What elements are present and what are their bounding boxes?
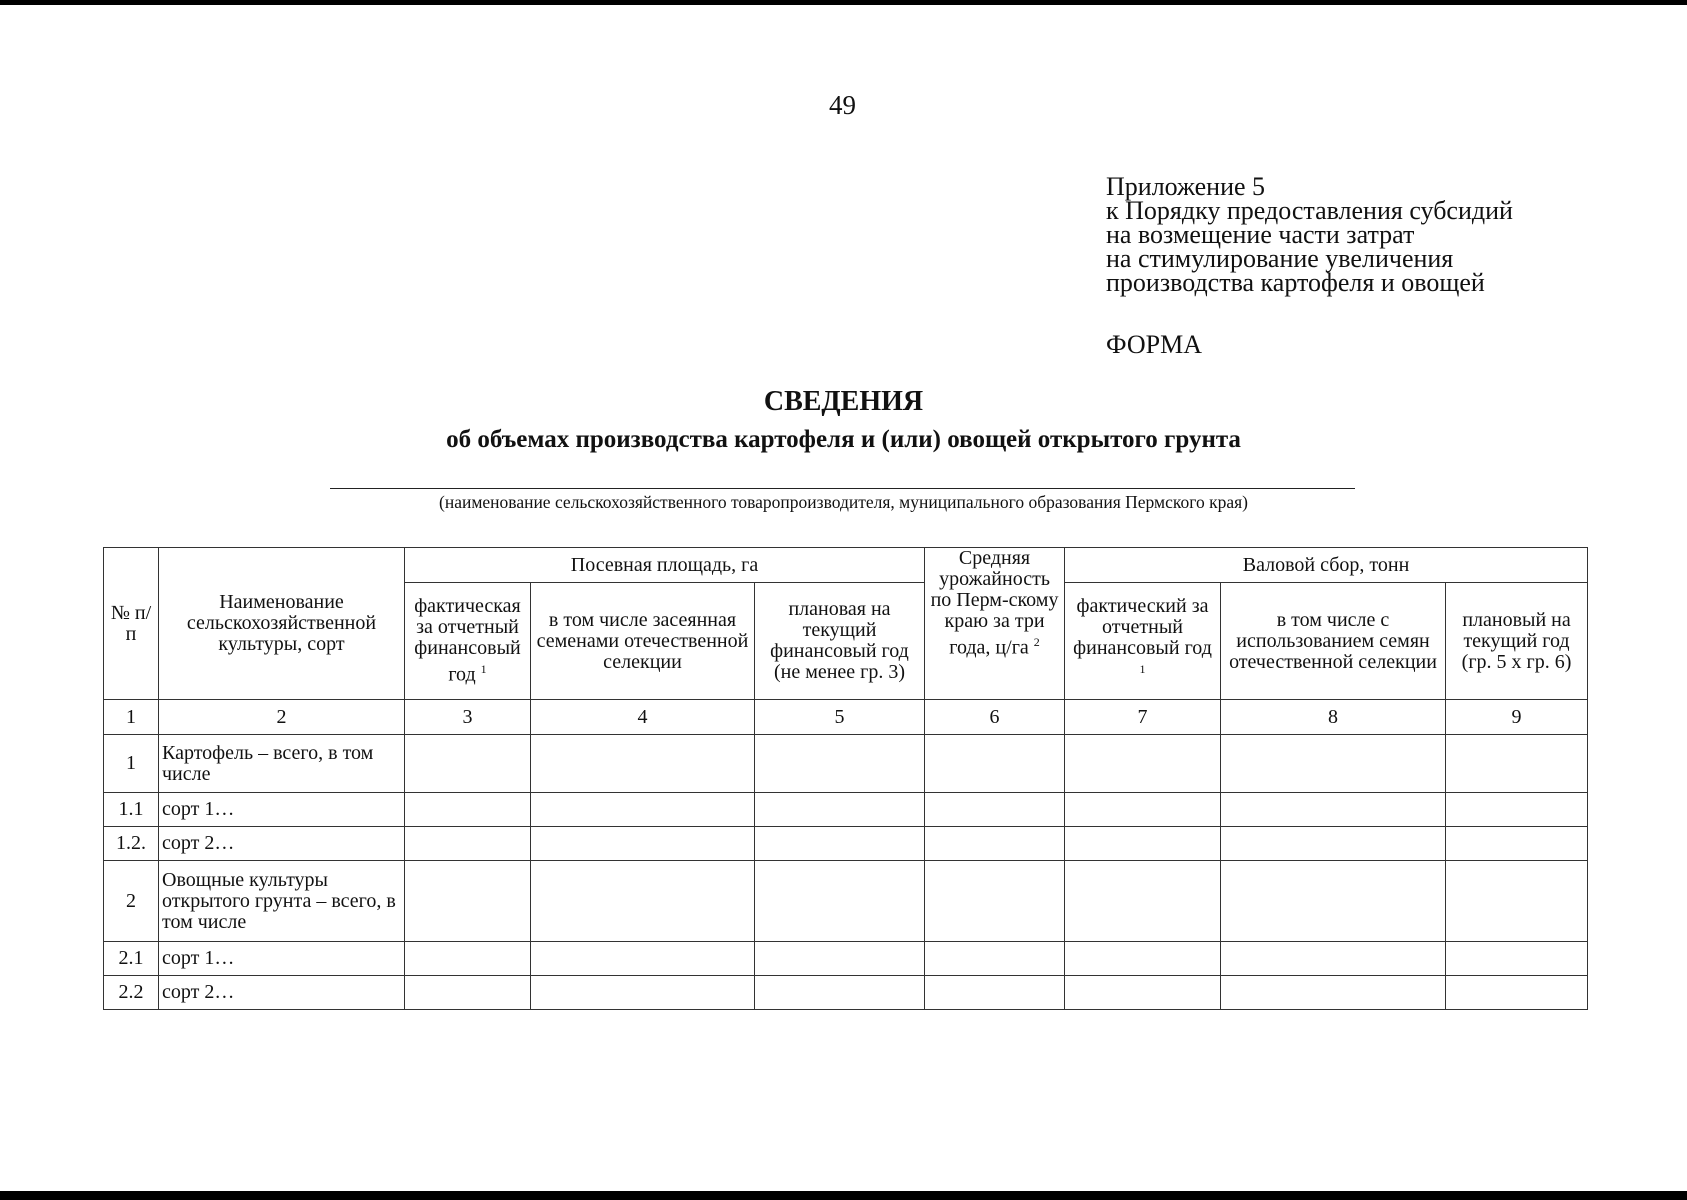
producer-name-caption: (наименование сельскохозяйственного товаропроизводителя, муниципального образования Пермского края) [439, 492, 1248, 512]
header-harvest-planned: плановый на текущий год (гр. 5 х гр. 6) [1446, 583, 1588, 700]
row-crop-name: сорт 2… [159, 827, 405, 861]
column-number: 4 [531, 700, 755, 735]
empty-cell [405, 942, 531, 976]
header-avg-yield-text: Средняя урожайность по Перм-скому краю за три года, ц/га [930, 547, 1059, 659]
row-number: 2.2 [104, 976, 159, 1010]
empty-cell [1446, 827, 1588, 861]
row-number: 1.2. [104, 827, 159, 861]
empty-cell [1221, 827, 1446, 861]
column-number-row [104, 700, 1588, 735]
footnote-mark: 2 [1033, 635, 1040, 649]
appendix-line: на возмещение части затрат [1106, 220, 1415, 249]
row-number: 2 [104, 861, 159, 942]
empty-cell [531, 827, 755, 861]
empty-cell [531, 861, 755, 942]
header-num: № п/п [104, 548, 159, 700]
empty-cell [925, 735, 1065, 793]
header-sown-actual [405, 583, 531, 700]
column-number: 6 [925, 700, 1065, 735]
empty-cell [925, 793, 1065, 827]
empty-cell [755, 793, 925, 827]
header-gross-harvest: Валовой сбор, тонн [1065, 548, 1588, 583]
header-row-groups [104, 548, 1588, 583]
empty-cell [1221, 976, 1446, 1010]
appendix-reference [1106, 172, 1513, 297]
header-harvest-actual [1065, 583, 1221, 700]
empty-cell [1065, 827, 1221, 861]
row-number: 1 [104, 735, 159, 793]
appendix-line: к Порядку предоставления субсидий [1106, 196, 1513, 225]
empty-cell [405, 793, 531, 827]
table-row [104, 735, 1588, 793]
empty-cell [755, 827, 925, 861]
production-volume-table [103, 547, 1588, 1010]
page-bottom-border [0, 1191, 1687, 1200]
empty-cell [405, 861, 531, 942]
column-number: 2 [159, 700, 405, 735]
empty-cell [1221, 793, 1446, 827]
header-sown-planned: плановая на текущий финансовый год (не менее гр. 3) [755, 583, 925, 700]
empty-cell [1221, 861, 1446, 942]
empty-cell [925, 861, 1065, 942]
row-crop-name: Картофель – всего, в том числе [159, 735, 405, 793]
column-number: 9 [1446, 700, 1588, 735]
empty-cell [755, 861, 925, 942]
page-number: 49 [829, 90, 856, 120]
column-number: 7 [1065, 700, 1221, 735]
empty-cell [1446, 793, 1588, 827]
row-crop-name: сорт 1… [159, 793, 405, 827]
empty-cell [755, 976, 925, 1010]
row-number: 1.1 [104, 793, 159, 827]
empty-cell [405, 827, 531, 861]
appendix-line: на стимулирование увеличения [1106, 244, 1454, 273]
empty-cell [1065, 976, 1221, 1010]
row-crop-name: сорт 1… [159, 942, 405, 976]
table-row [104, 827, 1588, 861]
column-number: 3 [405, 700, 531, 735]
empty-cell [405, 735, 531, 793]
column-number: 1 [104, 700, 159, 735]
empty-cell [1446, 735, 1588, 793]
header-sown-actual-text: фактическая за отчетный финансовый год [414, 595, 521, 686]
table-row [104, 976, 1588, 1010]
row-crop-name: Овощные культуры открытого грунта – всего, в том числе [159, 861, 405, 942]
table-row [104, 942, 1588, 976]
footnote-mark: 1 [1139, 662, 1146, 677]
empty-cell [925, 976, 1065, 1010]
empty-cell [1221, 735, 1446, 793]
header-harvest-actual-text: фактический за отчетный финансовый год [1073, 595, 1212, 660]
appendix-line: производства картофеля и овощей [1106, 268, 1485, 297]
empty-cell [755, 942, 925, 976]
table-row [104, 861, 1588, 942]
empty-cell [755, 735, 925, 793]
header-harvest-domestic: в том числе с использованием семян отечественной селекции [1221, 583, 1446, 700]
empty-cell [1065, 735, 1221, 793]
empty-cell [1446, 976, 1588, 1010]
empty-cell [925, 827, 1065, 861]
column-number: 5 [755, 700, 925, 735]
empty-cell [1446, 861, 1588, 942]
header-avg-yield [925, 548, 1065, 700]
empty-cell [405, 976, 531, 1010]
empty-cell [925, 942, 1065, 976]
document-title: СВЕДЕНИЯ [763, 386, 924, 417]
footnote-mark: 1 [480, 662, 487, 677]
empty-cell [531, 976, 755, 1010]
header-crop-name: Наименование сельскохозяйственной культуры, сорт [159, 548, 405, 700]
empty-cell [1446, 942, 1588, 976]
appendix-line: Приложение 5 [1106, 172, 1266, 201]
row-number: 2.1 [104, 942, 159, 976]
document-subtitle: об объемах производства картофеля и (или) овощей открытого грунта [446, 426, 1241, 453]
empty-cell [1221, 942, 1446, 976]
header-sown-area: Посевная площадь, га [405, 548, 925, 583]
empty-cell [1065, 861, 1221, 942]
producer-name-line [330, 488, 1355, 489]
page-top-border [0, 0, 1687, 5]
empty-cell [531, 793, 755, 827]
empty-cell [1065, 793, 1221, 827]
empty-cell [1065, 942, 1221, 976]
empty-cell [531, 942, 755, 976]
table-row [104, 793, 1588, 827]
column-number: 8 [1221, 700, 1446, 735]
empty-cell [531, 735, 755, 793]
header-sown-domestic: в том числе засеянная семенами отечественной селекции [531, 583, 755, 700]
form-label: ФОРМА [1106, 330, 1202, 359]
row-crop-name: сорт 2… [159, 976, 405, 1010]
